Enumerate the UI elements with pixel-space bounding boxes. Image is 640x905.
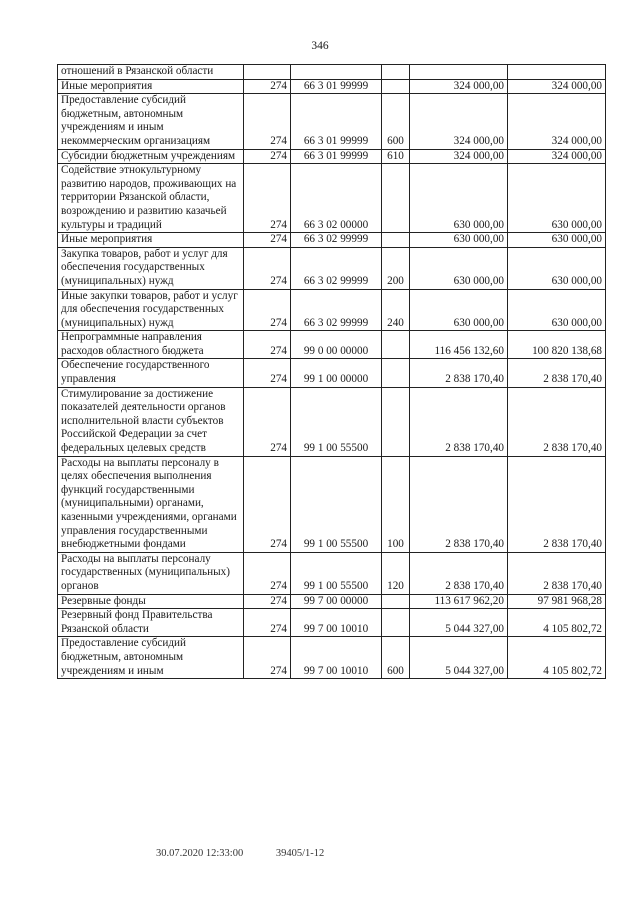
table-row [58,164,606,233]
row-amount-2021-cell: 630 000,00 [410,233,508,248]
row-target-article-cell: 99 1 00 55500 [291,387,382,456]
table-row [58,149,606,164]
row-amount-2021-cell: 2 838 170,40 [410,552,508,594]
row-expense-type-cell: 120 [382,552,410,594]
row-amount-2021-cell: 324 000,00 [410,149,508,164]
row-amount-2021-cell: 324 000,00 [410,94,508,149]
row-grbs-cell: 274 [244,637,291,679]
row-amount-2021-cell: 324 000,00 [410,79,508,94]
table-row [58,65,606,80]
row-target-article-cell: 99 7 00 10010 [291,637,382,679]
row-expense-type-cell: 240 [382,289,410,331]
row-target-article-cell: 99 7 00 10010 [291,609,382,637]
table-row [58,79,606,94]
table-row [58,456,606,552]
row-expense-type-cell: 600 [382,637,410,679]
row-expense-type-cell [382,594,410,609]
row-grbs-cell: 274 [244,609,291,637]
table-row [58,359,606,387]
row-amount-2022-cell: 630 000,00 [508,289,606,331]
table-row [58,609,606,637]
row-expense-type-cell: 600 [382,94,410,149]
row-amount-2021-cell: 630 000,00 [410,247,508,289]
row-grbs-cell: 274 [244,289,291,331]
row-amount-2021-cell: 630 000,00 [410,164,508,233]
footer-doc-number: 39405/1-12 [275,848,325,859]
row-amount-2022-cell: 97 981 968,28 [508,594,606,609]
row-grbs-cell: 274 [244,79,291,94]
row-name-cell: Иные закупки товаров, работ и услуг для обеспечения государственных (муниципальных) нужд [58,289,244,331]
row-name-cell: Непрограммные направления расходов областного бюджета [58,331,244,359]
row-target-article-cell: 99 1 00 55500 [291,456,382,552]
row-name-cell: Расходы на выплаты персоналу государственных (муниципальных) органов [58,552,244,594]
row-expense-type-cell [382,387,410,456]
row-amount-2022-cell [508,65,606,80]
row-amount-2022-cell: 324 000,00 [508,94,606,149]
row-amount-2021-cell: 5 044 327,00 [410,609,508,637]
row-name-cell: отношений в Рязанской области [58,65,244,80]
row-expense-type-cell: 610 [382,149,410,164]
row-name-cell: Резервные фонды [58,594,244,609]
row-grbs-cell: 274 [244,387,291,456]
budget-table [57,64,606,679]
row-amount-2022-cell: 2 838 170,40 [508,456,606,552]
row-amount-2021-cell: 116 456 132,60 [410,331,508,359]
row-amount-2021-cell: 630 000,00 [410,289,508,331]
budget-table-body [58,65,606,679]
row-grbs-cell: 274 [244,247,291,289]
row-grbs-cell: 274 [244,456,291,552]
row-target-article-cell: 66 3 02 99999 [291,247,382,289]
row-name-cell: Иные мероприятия [58,233,244,248]
row-name-cell: Предоставление субсидий бюджетным, автономным учреждениям и иным некоммерческим организациям [58,94,244,149]
row-grbs-cell: 274 [244,233,291,248]
row-amount-2021-cell: 5 044 327,00 [410,637,508,679]
row-target-article-cell: 99 1 00 55500 [291,552,382,594]
table-row [58,637,606,679]
row-expense-type-cell [382,79,410,94]
row-grbs-cell: 274 [244,164,291,233]
row-amount-2022-cell: 324 000,00 [508,149,606,164]
table-row [58,233,606,248]
row-target-article-cell: 66 3 01 99999 [291,149,382,164]
table-row [58,331,606,359]
row-name-cell: Обеспечение государственного управления [58,359,244,387]
row-grbs-cell: 274 [244,359,291,387]
table-row [58,247,606,289]
row-expense-type-cell [382,233,410,248]
row-name-cell: Содействие этнокультурному развитию народов, проживающих на территории Рязанской области, возрождению и развитию казачьей культуры и традиций [58,164,244,233]
row-amount-2021-cell [410,65,508,80]
row-target-article-cell [291,65,382,80]
row-expense-type-cell [382,164,410,233]
row-target-article-cell: 66 3 02 99999 [291,233,382,248]
row-amount-2022-cell: 4 105 802,72 [508,637,606,679]
row-amount-2021-cell: 2 838 170,40 [410,359,508,387]
row-name-cell: Стимулирование за достижение показателей деятельности органов исполнительной власти субъектов Российской Федерации за счет федеральных целевых средств [58,387,244,456]
row-name-cell: Предоставление субсидий бюджетным, автономным учреждениям и иным [58,637,244,679]
row-target-article-cell: 66 3 01 99999 [291,94,382,149]
row-amount-2022-cell: 2 838 170,40 [508,387,606,456]
page-number: 346 [311,40,329,52]
row-amount-2022-cell: 4 105 802,72 [508,609,606,637]
row-target-article-cell: 99 1 00 00000 [291,359,382,387]
row-target-article-cell: 66 3 01 99999 [291,79,382,94]
row-amount-2021-cell: 2 838 170,40 [410,387,508,456]
row-amount-2022-cell: 2 838 170,40 [508,359,606,387]
row-amount-2022-cell: 630 000,00 [508,233,606,248]
row-expense-type-cell: 200 [382,247,410,289]
table-row [58,552,606,594]
table-row [58,289,606,331]
row-expense-type-cell [382,65,410,80]
row-amount-2022-cell: 2 838 170,40 [508,552,606,594]
row-amount-2021-cell: 113 617 962,20 [410,594,508,609]
row-amount-2022-cell: 324 000,00 [508,79,606,94]
footer-timestamp: 30.07.2020 12:33:00 [156,848,244,859]
table-row [58,94,606,149]
row-amount-2022-cell: 630 000,00 [508,164,606,233]
row-target-article-cell: 66 3 02 00000 [291,164,382,233]
row-grbs-cell: 274 [244,331,291,359]
row-target-article-cell: 66 3 02 99999 [291,289,382,331]
row-grbs-cell: 274 [244,552,291,594]
row-expense-type-cell [382,331,410,359]
row-amount-2022-cell: 100 820 138,68 [508,331,606,359]
row-expense-type-cell [382,359,410,387]
row-grbs-cell [244,65,291,80]
row-grbs-cell: 274 [244,94,291,149]
row-amount-2021-cell: 2 838 170,40 [410,456,508,552]
row-target-article-cell: 99 7 00 00000 [291,594,382,609]
row-target-article-cell: 99 0 00 00000 [291,331,382,359]
row-amount-2022-cell: 630 000,00 [508,247,606,289]
row-grbs-cell: 274 [244,149,291,164]
table-row [58,594,606,609]
table-row [58,387,606,456]
row-name-cell: Расходы на выплаты персоналу в целях обеспечения выполнения функций государственными (муниципальными) органами, казенными учреждениями, органами управления государственными внебюджетными фондами [58,456,244,552]
row-name-cell: Закупка товаров, работ и услуг для обеспечения государственных (муниципальных) нужд [58,247,244,289]
footer [156,848,324,859]
row-name-cell: Субсидии бюджетным учреждениям [58,149,244,164]
row-name-cell: Иные мероприятия [58,79,244,94]
row-expense-type-cell [382,609,410,637]
row-grbs-cell: 274 [244,594,291,609]
row-expense-type-cell: 100 [382,456,410,552]
row-name-cell: Резервный фонд Правительства Рязанской области [58,609,244,637]
